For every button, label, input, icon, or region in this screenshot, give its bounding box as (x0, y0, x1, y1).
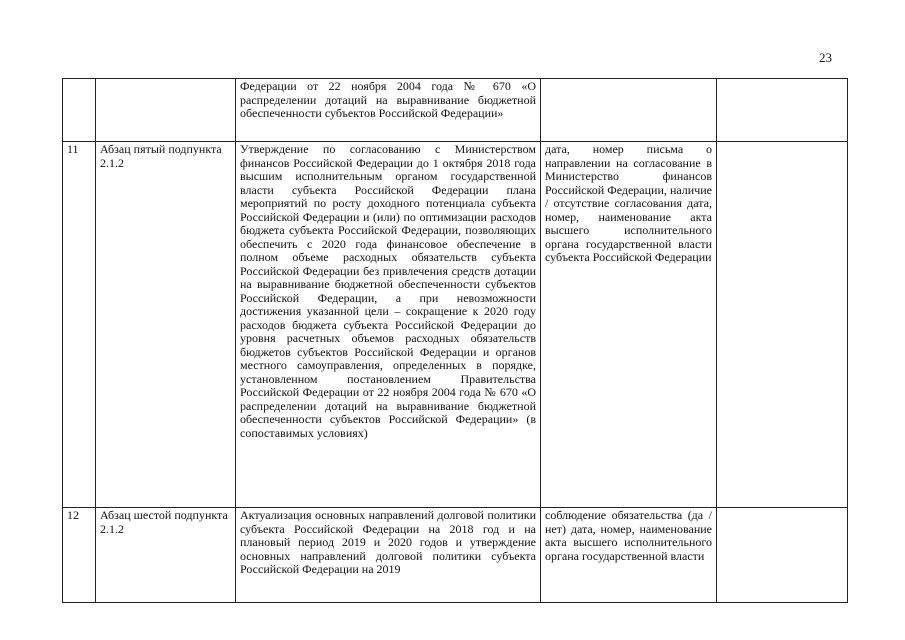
confirmation-cell: соблюдение обязательства (да / нет) дата, номер, наименование акта высшего исполнительного органа государственной власти (541, 508, 717, 603)
row-number-cell: 11 (63, 142, 96, 508)
obligation-text-cell: Федерации от 22 ноября 2004 года № 670 «О распределении дотаций на выравнивание бюджетной обеспеченности субъектов Российской Федерации» (236, 79, 541, 142)
confirmation-cell (541, 79, 717, 142)
extra-cell (717, 508, 848, 603)
table-row (63, 508, 848, 603)
table-row (63, 79, 848, 142)
obligation-text-cell: Утверждение по согласованию с Министерством финансов Российской Федерации до 1 октября 2018 года высшим исполнительным органом государственной власти субъекта Российской Федерации плана мероприятий по росту доходного потенциала субъекта Российской Федерации и (или) по оптимизации расходов бюджета субъекта Российской Федерации, позволяющих обеспечить с 2020 года финансовое обеспечение в полном объеме расходных обязательств субъекта Российской Федерации без привлечения средств дотации на выравнивание бюджетной обеспеченности субъектов Российской Федерации, а при невозможности достижения указанной цели – сокращение к 2020 году расходов бюджета субъекта Российской Федерации до уровня расчетных объемов расходных обязательств бюджетов субъектов Российской Федерации и органов местного самоуправления, определенных в порядке, установленном постановлением Правительства Российской Федерации от 22 ноября 2004 года № 670 «О распределении дотаций на выравнивание бюджетной обеспеченности субъектов Российской Федерации» (в сопоставимых условиях) (236, 142, 541, 508)
extra-cell (717, 142, 848, 508)
paragraph-cell: Абзац пятый подпункта 2.1.2 (96, 142, 236, 508)
paragraph-cell (96, 79, 236, 142)
obligation-text-cell: Актуализация основных направлений долговой политики субъекта Российской Федерации на 2018 год и на плановый период 2019 и 2020 годов и утверждение основных направлений долговой политики субъекта Российской Федерации на 2019 (236, 508, 541, 603)
row-number-cell (63, 79, 96, 142)
table-row (63, 142, 848, 508)
page-number: 23 (819, 50, 832, 65)
row-number-cell: 12 (63, 508, 96, 603)
paragraph-cell: Абзац шестой подпункта 2.1.2 (96, 508, 236, 603)
obligations-table (62, 78, 848, 603)
confirmation-cell: дата, номер письма о направлении на согласование в Министерство финансов Российской Федерации, наличие / отсутствие согласования дата, номер, наименование акта высшего исполнительного органа государственной власти субъекта Российской Федерации (541, 142, 717, 508)
extra-cell (717, 79, 848, 142)
